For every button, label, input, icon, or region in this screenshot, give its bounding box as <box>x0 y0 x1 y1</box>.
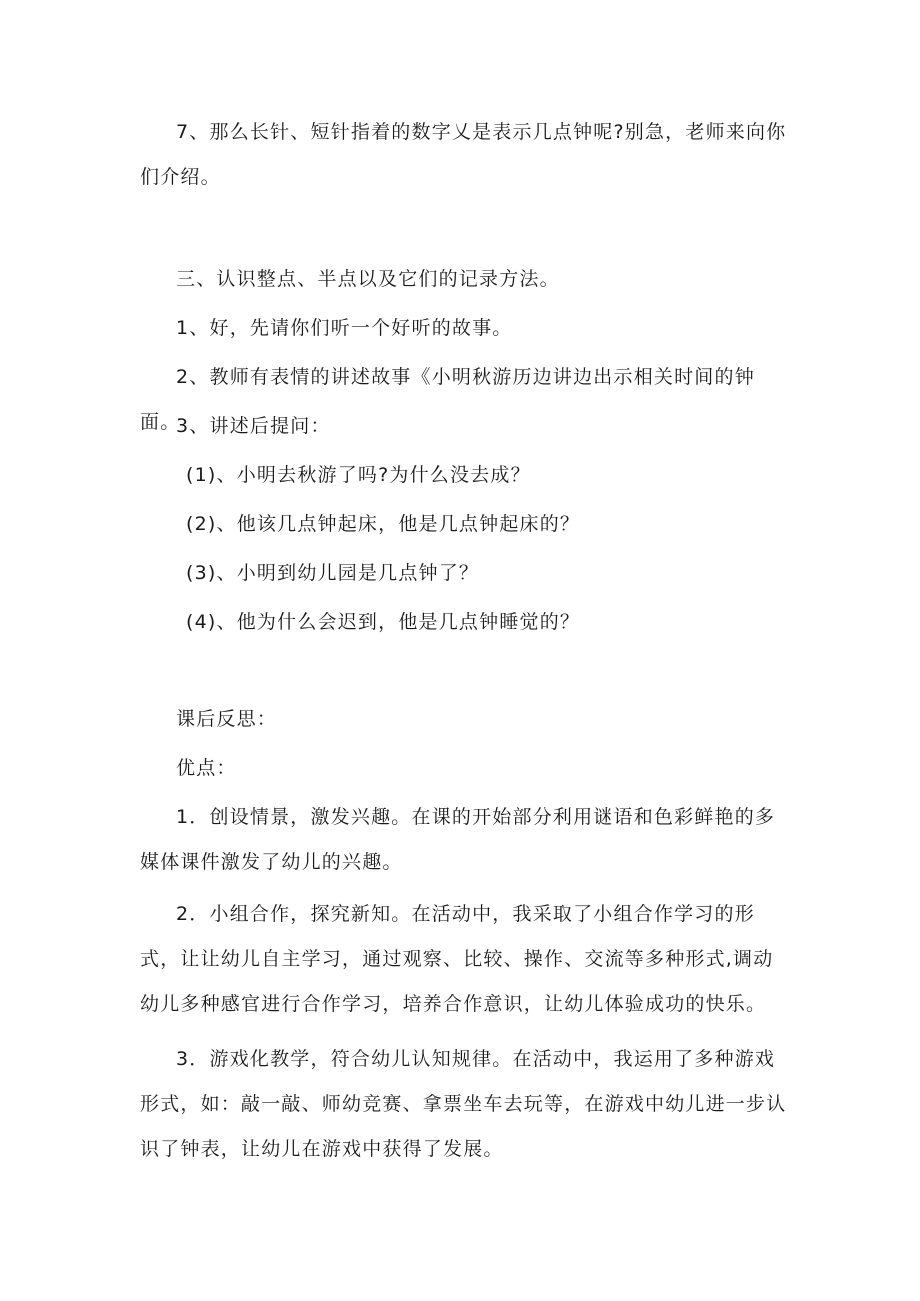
advantage-3: 3．游戏化教学，符合幼儿认知规律。在活动中，我运用了多种游戏形式，如：敲一敲、师幼竞赛、拿票坐车去玩等，在游戏中幼儿进一步认识了钟表，让幼儿在游戏中获得了发展。 <box>140 1048 787 1160</box>
section-heading-3: 三、认识整点、半点以及它们的记录方法。 <box>176 268 560 290</box>
question-3: (3)、小明到幼儿园是几点钟了？ <box>186 562 480 584</box>
question-2: (2)、他该几点钟起床，他是几点钟起床的？ <box>186 513 581 535</box>
paragraph-step-2: 2、教师有表情的讲述故事《小明秋游历边讲边出示相关时间的钟面。 <box>140 366 755 433</box>
advantage-1: 1．创设情景，激发兴趣。在课的开始部分利用谜语和色彩鲜艳的多媒体课件激发了幼儿的兴趣。 <box>140 806 776 873</box>
paragraph-step-3: 3、讲述后提问： <box>176 415 331 437</box>
question-4: (4)、他为什么会迟到，他是几点钟睡觉的？ <box>186 611 581 633</box>
advantages-heading: 优点： <box>176 757 237 779</box>
paragraph-step-1: 1、好，先请你们听一个好听的故事。 <box>176 317 513 339</box>
paragraph-step-7: 7、那么长针、短针指着的数字乂是表示几点钟呢?别急，老师来向你们介绍。 <box>140 121 787 188</box>
advantage-2: 2．小组合作，探究新知。在活动中，我采取了小组合作学习的形式，让让幼儿自主学习，通过观察、比较、操作、交流等多种形式,调动幼儿多种感官进行合作学习，培养合作意识，让幼儿体验成功的快乐。 <box>140 903 774 1015</box>
question-1: (1)、小明去秋游了吗?为什么没去成？ <box>186 464 531 486</box>
reflection-heading: 课后反思： <box>176 708 278 730</box>
